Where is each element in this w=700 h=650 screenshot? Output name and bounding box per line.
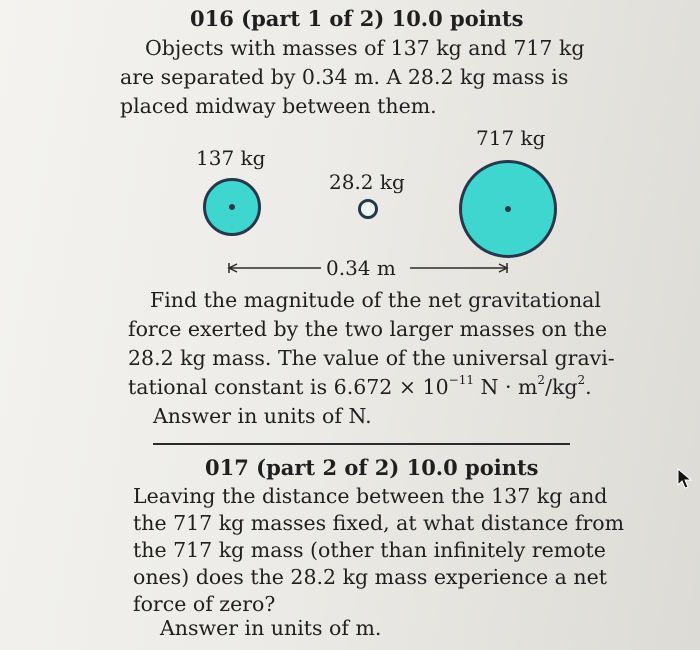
q17-line-1: Leaving the distance between the 137 kg and [133, 484, 608, 508]
q17-line-2: the 717 kg masses fixed, at what distance from [133, 511, 625, 535]
q16-intro-line-3: placed midway between them. [120, 94, 437, 118]
q16-question-line-1: Find the magnitude of the net gravitational [150, 288, 601, 312]
constant-units-b: /kg [545, 375, 578, 399]
q16-intro-line-1: Objects with masses of 137 kg and 717 kg [145, 36, 585, 60]
q16-header: 016 (part 1 of 2) 10.0 points [190, 6, 524, 31]
constant-square-2: 2 [577, 373, 586, 388]
center-dot [505, 206, 511, 212]
center-dot [229, 204, 235, 210]
mass-28kg [358, 199, 378, 219]
q17-line-3: the 717 kg mass (other than infinitely remote [133, 538, 606, 562]
q16-intro-line-2: are separated by 0.34 m. A 28.2 kg mass is [120, 65, 569, 89]
q17-line-5: force of zero? [133, 592, 276, 616]
label-137kg: 137 kg [196, 146, 266, 170]
constant-prefix: tational constant is 6.672 × 10 [128, 375, 449, 399]
q16-question-line-2: force exerted by the two larger masses on the [128, 317, 608, 341]
label-28kg: 28.2 kg [329, 170, 405, 194]
mass-137kg [203, 178, 261, 236]
constant-exponent: −11 [448, 373, 474, 388]
constant-end: . [585, 375, 592, 399]
q17-header: 017 (part 2 of 2) 10.0 points [205, 455, 539, 480]
label-717kg: 717 kg [476, 126, 546, 150]
q16-constant-line [128, 373, 592, 402]
q17-line-4: ones) does the 28.2 kg mass experience a net [133, 565, 607, 589]
constant-units-a: N · m [473, 375, 538, 399]
q16-question-line-3: 28.2 kg mass. The value of the universal gravi- [128, 346, 615, 370]
q17-answer-units: Answer in units of m. [160, 616, 382, 640]
q16-answer-units: Answer in units of N. [153, 404, 372, 428]
mass-717kg [459, 160, 557, 258]
mouse-cursor-icon [676, 468, 694, 490]
constant-square-1: 2 [537, 373, 546, 388]
label-distance: 0.34 m [326, 256, 396, 280]
section-divider [153, 443, 570, 445]
